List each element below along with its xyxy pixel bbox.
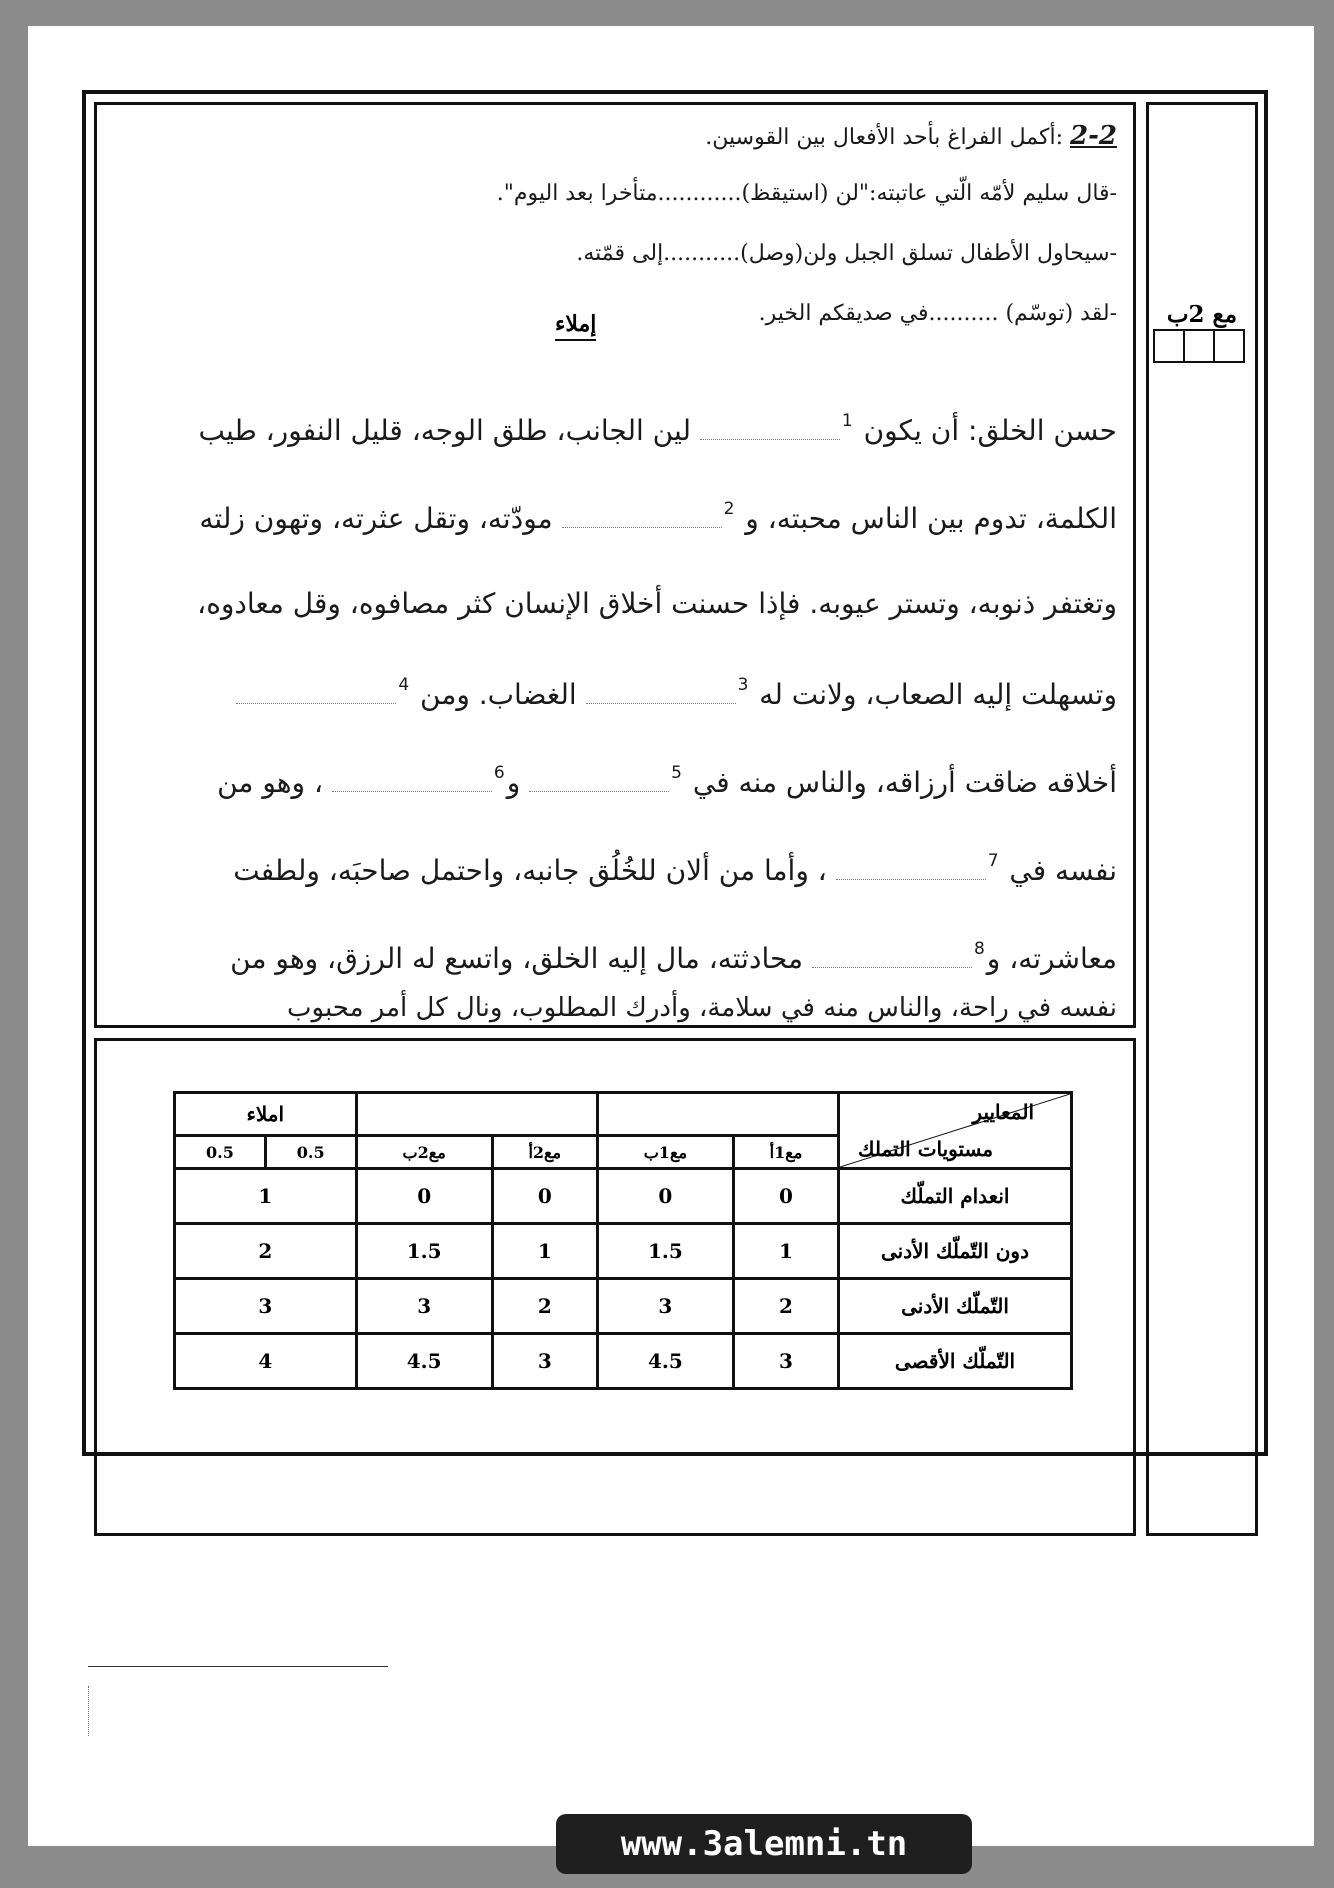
cell: 0	[597, 1169, 733, 1224]
score-box[interactable]	[1183, 329, 1215, 363]
cell: 3	[734, 1334, 839, 1389]
col-header: مع2ب	[356, 1136, 492, 1169]
blank-6[interactable]	[332, 790, 492, 792]
group-header-1	[597, 1093, 838, 1136]
row-label: دون التّملّك الأدنى	[839, 1224, 1072, 1279]
table-row	[175, 1224, 1072, 1279]
imlaa-title: إملاء	[555, 311, 596, 341]
mastery-levels-label: مستويات التملك	[858, 1137, 994, 1161]
cell: 2	[492, 1279, 597, 1334]
worksheet-page	[28, 26, 1314, 1846]
margin-mark	[88, 1686, 89, 1736]
instruction-header	[705, 121, 1117, 151]
score-column	[1146, 102, 1258, 1536]
cell: 2	[734, 1279, 839, 1334]
group-header-imlaa: املاء	[175, 1093, 357, 1136]
cell: 0	[356, 1169, 492, 1224]
cell: 3	[597, 1279, 733, 1334]
table-row	[175, 1169, 1072, 1224]
cell: 1	[492, 1224, 597, 1279]
imlaa-line-4: وتسهلت إليه الصعاب، ولانت له $^3$ الغضاب. ومن $^4$	[236, 675, 1117, 711]
imlaa-line-2: الكلمة، تدوم بين الناس محبته، و $^2$ مودّته، وتقل عثرته، وتهون زلته	[199, 499, 1117, 535]
table-row	[175, 1279, 1072, 1334]
cell: 1	[734, 1224, 839, 1279]
blank-1[interactable]	[700, 438, 840, 440]
score-box[interactable]	[1213, 329, 1245, 363]
blank-5[interactable]	[529, 790, 669, 792]
imlaa-line-8: نفسه في راحة، والناس منه في سلامة، وأدرك المطلوب، ونال كل أمر محبوب	[287, 993, 1117, 1023]
criterion-label: مع 2ب	[1166, 301, 1238, 328]
cell-imlaa: 2	[175, 1224, 357, 1279]
instruction-item-1: -قال سليم لأمّه الّتي عاتبته:"لن (استيقظ)............متأخرا بعد اليوم".	[496, 181, 1117, 206]
blank-7[interactable]	[836, 878, 986, 880]
exam-frame	[82, 90, 1268, 1456]
cell: 1.5	[356, 1224, 492, 1279]
instruction-item-2: -سيحاول الأطفال تسلق الجبل ولن(وصل)...........إلى قمّته.	[576, 241, 1117, 266]
cell: 1.5	[597, 1224, 733, 1279]
col-header-imlaa: 0.5	[175, 1136, 266, 1169]
blank-8[interactable]	[812, 966, 972, 968]
cell: 0	[492, 1169, 597, 1224]
cell: 4.5	[356, 1334, 492, 1389]
blank-2[interactable]	[562, 526, 722, 528]
footnote-rule	[88, 1666, 388, 1667]
row-label: التّملّك الأقصى	[839, 1334, 1072, 1389]
cell-imlaa: 1	[175, 1169, 357, 1224]
col-header: مع2أ	[492, 1136, 597, 1169]
blank-4[interactable]	[236, 702, 396, 704]
imlaa-line-6: نفسه في $^7$ ، وأما من ألان للخُلُق جانبه، واحتمل صاحبَه، ولطفت	[233, 851, 1117, 887]
group-header-2	[356, 1093, 597, 1136]
grading-table	[173, 1091, 1073, 1390]
row-label: انعدام التملّك	[839, 1169, 1072, 1224]
col-header: مع1أ	[734, 1136, 839, 1169]
imlaa-line-5: أخلاقه ضاقت أرزاقه، والناس منه في $^5$ و$^6$ ، وهو من	[217, 763, 1117, 799]
cell: 0	[734, 1169, 839, 1224]
imlaa-line-3: وتغتفر ذنوبه، وتستر عيوبه. فإذا حسنت أخلاق الإنسان كثر مصافوه، وقل معادوه،	[197, 587, 1117, 620]
instruction-number: 2-2	[1070, 121, 1117, 151]
table-row	[175, 1334, 1072, 1389]
grading-box	[94, 1038, 1136, 1536]
instruction-text: :أكمل الفراغ بأحد الأفعال بين القوسين.	[705, 125, 1064, 150]
col-header-imlaa: 0.5	[265, 1136, 356, 1169]
exercise-box	[94, 102, 1136, 1028]
cell: 3	[492, 1334, 597, 1389]
cell: 3	[356, 1279, 492, 1334]
score-box[interactable]	[1153, 329, 1185, 363]
col-header: مع1ب	[597, 1136, 733, 1169]
cell-imlaa: 4	[175, 1334, 357, 1389]
criteria-corner-cell	[839, 1093, 1072, 1169]
row-label: التّملّك الأدنى	[839, 1279, 1072, 1334]
imlaa-line-1: حسن الخلق: أن يكون $^1$ لين الجانب، طلق الوجه، قليل النفور، طيب	[198, 411, 1117, 447]
criteria-label: المعايير	[972, 1100, 1034, 1124]
cell: 4.5	[597, 1334, 733, 1389]
imlaa-line-7: معاشرته، و$^8$ محادثته، مال إليه الخلق، واتسع له الرزق، وهو من	[230, 939, 1117, 975]
instruction-item-3: -لقد (توسّم) ..........في صديقكم الخير.	[758, 301, 1117, 326]
score-boxes	[1153, 329, 1243, 363]
cell-imlaa: 3	[175, 1279, 357, 1334]
blank-3[interactable]	[586, 702, 736, 704]
site-watermark: www.3alemni.tn	[556, 1814, 972, 1874]
